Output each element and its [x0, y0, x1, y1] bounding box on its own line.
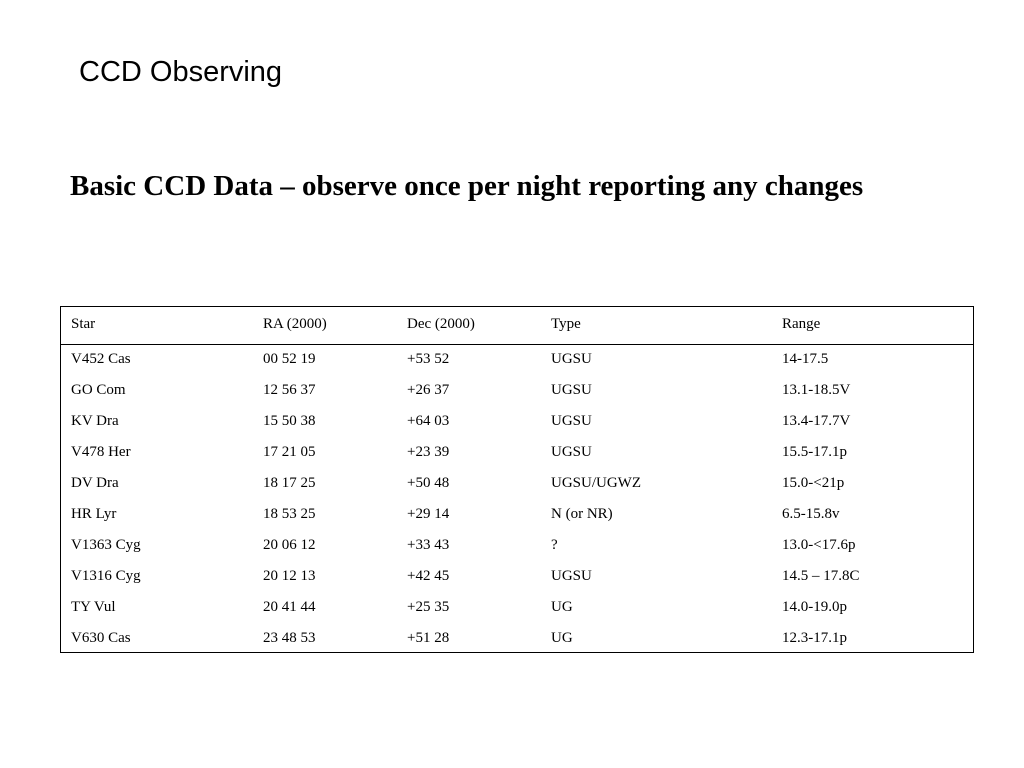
cell-ra: 15 50 38 [263, 413, 316, 429]
cell-dec: +29 14 [407, 506, 450, 522]
cell-type: UGSU [551, 413, 592, 429]
slide-subtitle: Basic CCD Data – observe once per night reporting any changes [70, 170, 864, 202]
star-data-table [60, 306, 974, 653]
cell-ra: 18 53 25 [263, 506, 316, 522]
cell-star: V478 Her [71, 444, 131, 460]
cell-star: GO Com [71, 382, 126, 398]
table-row [61, 623, 973, 654]
cell-dec: +26 37 [407, 382, 450, 398]
cell-dec: +51 28 [407, 630, 450, 646]
cell-type: UGSU [551, 351, 592, 367]
cell-dec: +50 48 [407, 475, 450, 491]
cell-type: UGSU [551, 568, 592, 584]
cell-type: UG [551, 599, 573, 615]
cell-ra: 23 48 53 [263, 630, 316, 646]
cell-range: 15.0-<21p [782, 475, 845, 491]
cell-ra: 18 17 25 [263, 475, 316, 491]
header-ra: RA (2000) [263, 316, 327, 332]
cell-star: V630 Cas [71, 630, 131, 646]
table-row [61, 592, 973, 623]
cell-dec: +25 35 [407, 599, 450, 615]
cell-star: HR Lyr [71, 506, 117, 522]
cell-range: 14.5 – 17.8C [782, 568, 860, 584]
cell-ra: 00 52 19 [263, 351, 316, 367]
cell-range: 6.5-15.8v [782, 506, 840, 522]
table-row [61, 375, 973, 406]
cell-dec: +64 03 [407, 413, 450, 429]
header-star: Star [71, 316, 96, 332]
cell-type: ? [551, 537, 558, 553]
cell-star: V1316 Cyg [71, 568, 141, 584]
cell-star: V1363 Cyg [71, 537, 141, 553]
cell-range: 13.1-18.5V [782, 382, 851, 398]
cell-star: DV Dra [71, 475, 119, 491]
cell-range: 13.0-<17.6p [782, 537, 856, 553]
table-header-row [61, 307, 973, 345]
cell-type: UGSU [551, 444, 592, 460]
header-type: Type [551, 316, 581, 332]
table-row [61, 437, 973, 468]
table-row [61, 530, 973, 561]
cell-type: N (or NR) [551, 506, 613, 522]
cell-range: 12.3-17.1p [782, 630, 847, 646]
cell-range: 15.5-17.1p [782, 444, 847, 460]
cell-ra: 20 12 13 [263, 568, 316, 584]
cell-type: UG [551, 630, 573, 646]
cell-type: UGSU [551, 382, 592, 398]
cell-ra: 17 21 05 [263, 444, 316, 460]
cell-dec: +42 45 [407, 568, 450, 584]
cell-star: KV Dra [71, 413, 119, 429]
cell-star: TY Vul [71, 599, 116, 615]
table-row [61, 406, 973, 437]
cell-star: V452 Cas [71, 351, 131, 367]
table-row [61, 499, 973, 530]
cell-dec: +33 43 [407, 537, 450, 553]
slide-title: CCD Observing [79, 56, 283, 88]
header-dec: Dec (2000) [407, 316, 475, 332]
cell-type: UGSU/UGWZ [551, 475, 641, 491]
cell-range: 13.4-17.7V [782, 413, 851, 429]
header-range: Range [782, 316, 821, 332]
table-row [61, 468, 973, 499]
cell-dec: +23 39 [407, 444, 450, 460]
cell-range: 14.0-19.0p [782, 599, 847, 615]
table-row [61, 344, 973, 375]
cell-dec: +53 52 [407, 351, 450, 367]
cell-range: 14-17.5 [782, 351, 829, 367]
cell-ra: 20 41 44 [263, 599, 316, 615]
cell-ra: 20 06 12 [263, 537, 316, 553]
table-row [61, 561, 973, 592]
cell-ra: 12 56 37 [263, 382, 316, 398]
